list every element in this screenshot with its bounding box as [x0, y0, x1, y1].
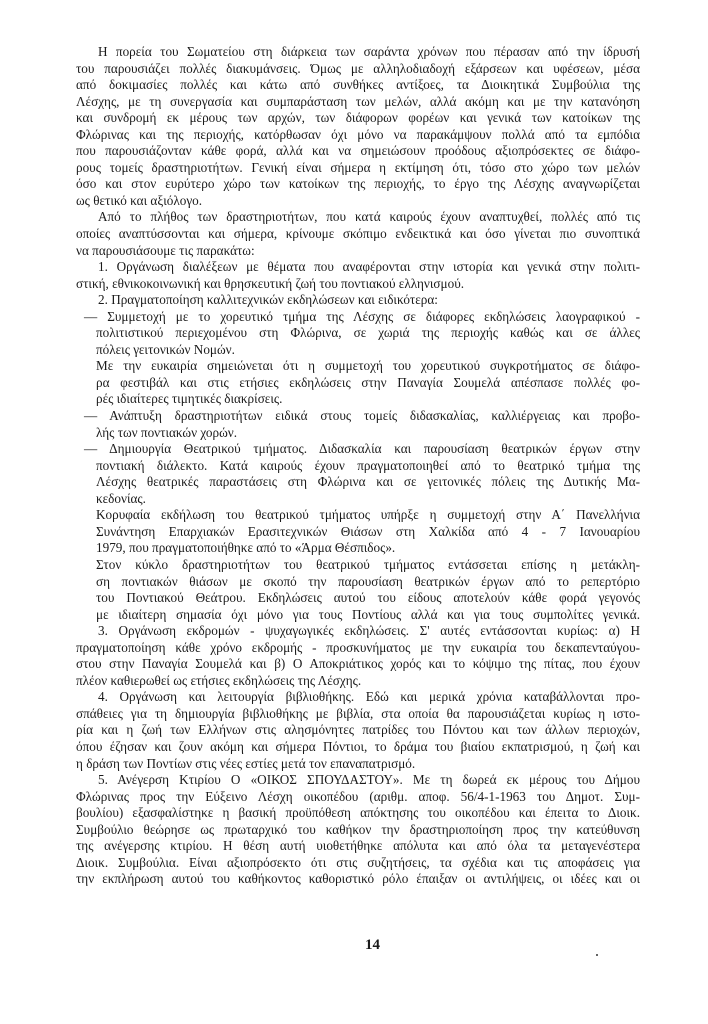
text-line: ρία και η ζωή των Ελλήνων στις αλησμόνητες πατρίδες του Πόντου και των άλλων περιοχών, [76, 722, 640, 738]
text-line: λής των ποντιακών χορών. [96, 424, 238, 440]
text-line: Η πορεία του Σωματείου στη διάρκεια των σαράντα χρόνων που πέρασαν από την ίδρυσή [98, 44, 640, 59]
text-line: πλέον καθιερωθεί ως ετήσιες εκδηλώσεις της Λέσχης. [76, 672, 362, 688]
text-line: του παρουσιάζει πολλές διακυμάνσεις. Όμως με αλληλοδιαδοχή εξάρσεων και υφέσεων, μέσα [76, 60, 640, 76]
text-line: πραγματοποίηση κάθε χρόνο εκδρομής - προσκυνήματος με την ευκαιρία του δεκαπενταύγου- [76, 639, 640, 655]
text-line: ποντιακή διάλεκτο. Κατά καιρούς έχουν πραγματοποιηθεί από το θεατρικό τμήμα της [96, 457, 640, 473]
text-line: Στον κύκλο δραστηριοτήτων του θεατρικού τμήματος εντάσσεται επίσης η μετάκλη- [96, 556, 640, 572]
text-line: ως θετικό και αξιόλογο. [76, 192, 203, 208]
text-line: όσο και στον ευρύτερο χώρο των κατοίκων της περιοχής, το έργο της Λέσχης αναγνωρίζεται [76, 176, 640, 192]
text-line: Συνάντηση Επαρχιακών Ερασιτεχνικών Θιάσων στη Χαλκίδα από 4 - 7 Ιανουαρίου [96, 523, 640, 539]
text-line: πόλεις γειτονικών Νομών. [96, 341, 235, 357]
text-line: ση ποντιακών θιάσων με σκοπό την παρουσίαση θεατρικών έργων από το ρεπερτόριο [96, 573, 640, 589]
text-line: — Ανάπτυξη δραστηριοτήτων ειδικά στους τομείς διδασκαλίας, καλλιέργειας και προβο- [84, 408, 640, 424]
text-line: που παρουσιάζονταν κάθε φορά, αλλά και να σημειώσουν προόδους αξιοπρόσεκτες σε διάφο- [76, 143, 640, 159]
text-line: Φλώρινας προς την Εύξεινο Λέσχη οικοπέδου (αριθμ. αποφ. 56/4-1-1963 του Δημοτ. Συμ- [76, 788, 640, 804]
text-line: 1. Οργάνωση διαλέξεων με θέματα που αναφέρονται στην ιστορία και γενικά στην πολιτι- [98, 259, 640, 275]
text-line: της ανέγερσης κτιρίου. Η θέση αυτή υιοθετήθηκε απόλυτα και από όλα τα μεταγενέστερα [76, 838, 640, 854]
text-line: την εκπλήρωση αυτού του καθήκοντος καθοριστικό ρόλο έπαιξαν οι αντιλήψεις, οι ιδέες και οι [76, 871, 640, 887]
text-line: στου στην Παναγία Σουμελά και β) Ο Αποκριάτικος χορός και το κόψιμο της πίτας, που έχουν [76, 656, 640, 672]
scan-speck [596, 954, 598, 956]
text-line: οποίες αναπτύσσονται και σήμερα, κρίνουμε σκόπιμο ενδεικτικά και όσο γίνεται πιο συνοπτικά [76, 226, 640, 242]
text-line: Από το πλήθος των δραστηριοτήτων, που κατά καιρούς έχουν αναπτυχθεί, πολλές από τις [98, 209, 640, 225]
document-page [76, 44, 640, 888]
text-line: Κορυφαία εκδήλωση του θεατρικού τμήματος υπήρξε η συμμετοχή στην Α΄ Πανελλήνια [96, 507, 640, 523]
text-line: 5. Ανέγερση Κτιρίου Ο «ΟΙΚΟΣ ΣΠΟΥΔΑΣΤΟΥ». Με τη δωρεά εκ μέρους του Δήμου [98, 772, 640, 788]
text-line: του Ποντιακού Θεάτρου. Εκδηλώσεις αυτού του είδους αποτελούν κάθε φορά γεγονός [96, 590, 640, 606]
text-line: 3. Οργάνωση εκδρομών - ψυχαγωγικές εκδηλώσεις. Σ' αυτές εντάσσονται κυρίως: α) Η [98, 623, 640, 639]
text-line: 2. Πραγματοποίηση καλλιτεχνικών εκδηλώσεων και ειδικότερα: [98, 292, 438, 308]
text-line: πολιτιστικού περιεχομένου στη Φλώρινα, σε χωριά της περιοχής καθώς και σε άλλες [96, 325, 640, 341]
text-line: και συνδρομή εκ μέρους των αρχών, των διάφορων φορέων και γενικά των κατοίκων της [76, 110, 640, 126]
text-line: ρα φεστιβάλ και στις ετήσιες εκδηλώσεις στην Παναγία Σουμελά απέσπασε πολλές φο- [96, 374, 640, 390]
page-number: 14 [365, 937, 380, 953]
text-line: με ιδιαίτερη σημασία όχι μόνο για τους Ποντίους αλλά και για τους συμπολίτες γενικά. [96, 606, 640, 622]
text-line: να παρουσιάσουμε τις παρακάτω: [76, 242, 255, 258]
text-line: βουλίου) εξασφαλίστηκε η βασική προϋπόθεση απόκτησης του οικοπέδου και έπειτα το Διοικ. [76, 805, 640, 821]
text-line: από δοκιμασίες πολλές και κάτω από συνθήκες αντίξοες, τα Διοικητικά Συμβούλια της [76, 77, 640, 93]
text-line: Συμβούλιο θεώρησε ως πρωταρχικό του καθήκον την δραστηριοποίηση προς την κατεύθυνση [76, 821, 640, 837]
text-line: Φλώρινας και της περιοχής, κατόρθωσαν όχι μόνο να παρακάμψουν πολλά από τα εμπόδια [76, 126, 640, 142]
text-line: ρους τομείς δραστηριοτήτων. Γενική είναι σήμερα η εκτίμηση ότι, τόσο στο χώρο των μελών [76, 159, 640, 175]
text-line: σπάθειες για τη δημιουργία βιβλιοθήκης με βιβλία, στα οποία θα παρουσιάζεται κυρίως η ιστο- [76, 705, 640, 721]
text-line: 1979, που πραγματοποιήθηκε από το «Άρμα Θέσπιδος». [96, 540, 396, 556]
text-line: — Δημιουργία Θεατρικού τμήματος. Διδασκαλία και παρουσίαση θεατρικών έργων στην [84, 441, 640, 457]
text-line: Με την ευκαιρία σημειώνεται ότι η συμμετοχή του χορευτικού συγκροτήματος σε διάφο- [96, 358, 640, 374]
text-line: 4. Οργάνωση και λειτουργία βιβλιοθήκης. Εδώ και μερικά χρόνια καταβάλλονται προ- [98, 689, 640, 705]
text-line: — Συμμετοχή με το χορευτικό τμήμα της Λέσχης σε διάφορες εκδηλώσεις λαογραφικού - [84, 308, 640, 324]
text-line: ρές ιδιαίτερες τιμητικές διακρίσεις. [96, 391, 283, 407]
text-line: στική, εθνικοκοινωνική και θρησκευτική ζωή του ποντιακού ελληνισμού. [76, 275, 465, 291]
text-line: όπου έζησαν και ζουν ακόμη και σήμερα Πόντιοι, το δράμα του βιαίου εκπατρισμού, η ζωή και [76, 738, 640, 754]
text-line: η δράση των Ποντίων στις νέες εστίες μετά τον επαναπατρισμό. [76, 755, 416, 771]
text-line: Διοικ. Συμβούλια. Είναι αξιοπρόσεκτο ότι στις συζητήσεις, τα σχέδια και τις αποφάσεις για [76, 854, 640, 870]
text-line: Λέσχης θεατρικές παραστάσεις στη Φλώρινα και σε γειτονικές πόλεις της Δυτικής Μα- [96, 474, 640, 490]
text-line: Λέσχης, με τη συνεργασία και συμπαράσταση των μελών, αλλά ακόμη και με την κατανόηση [76, 93, 640, 109]
text-line: κεδονίας. [96, 490, 146, 506]
